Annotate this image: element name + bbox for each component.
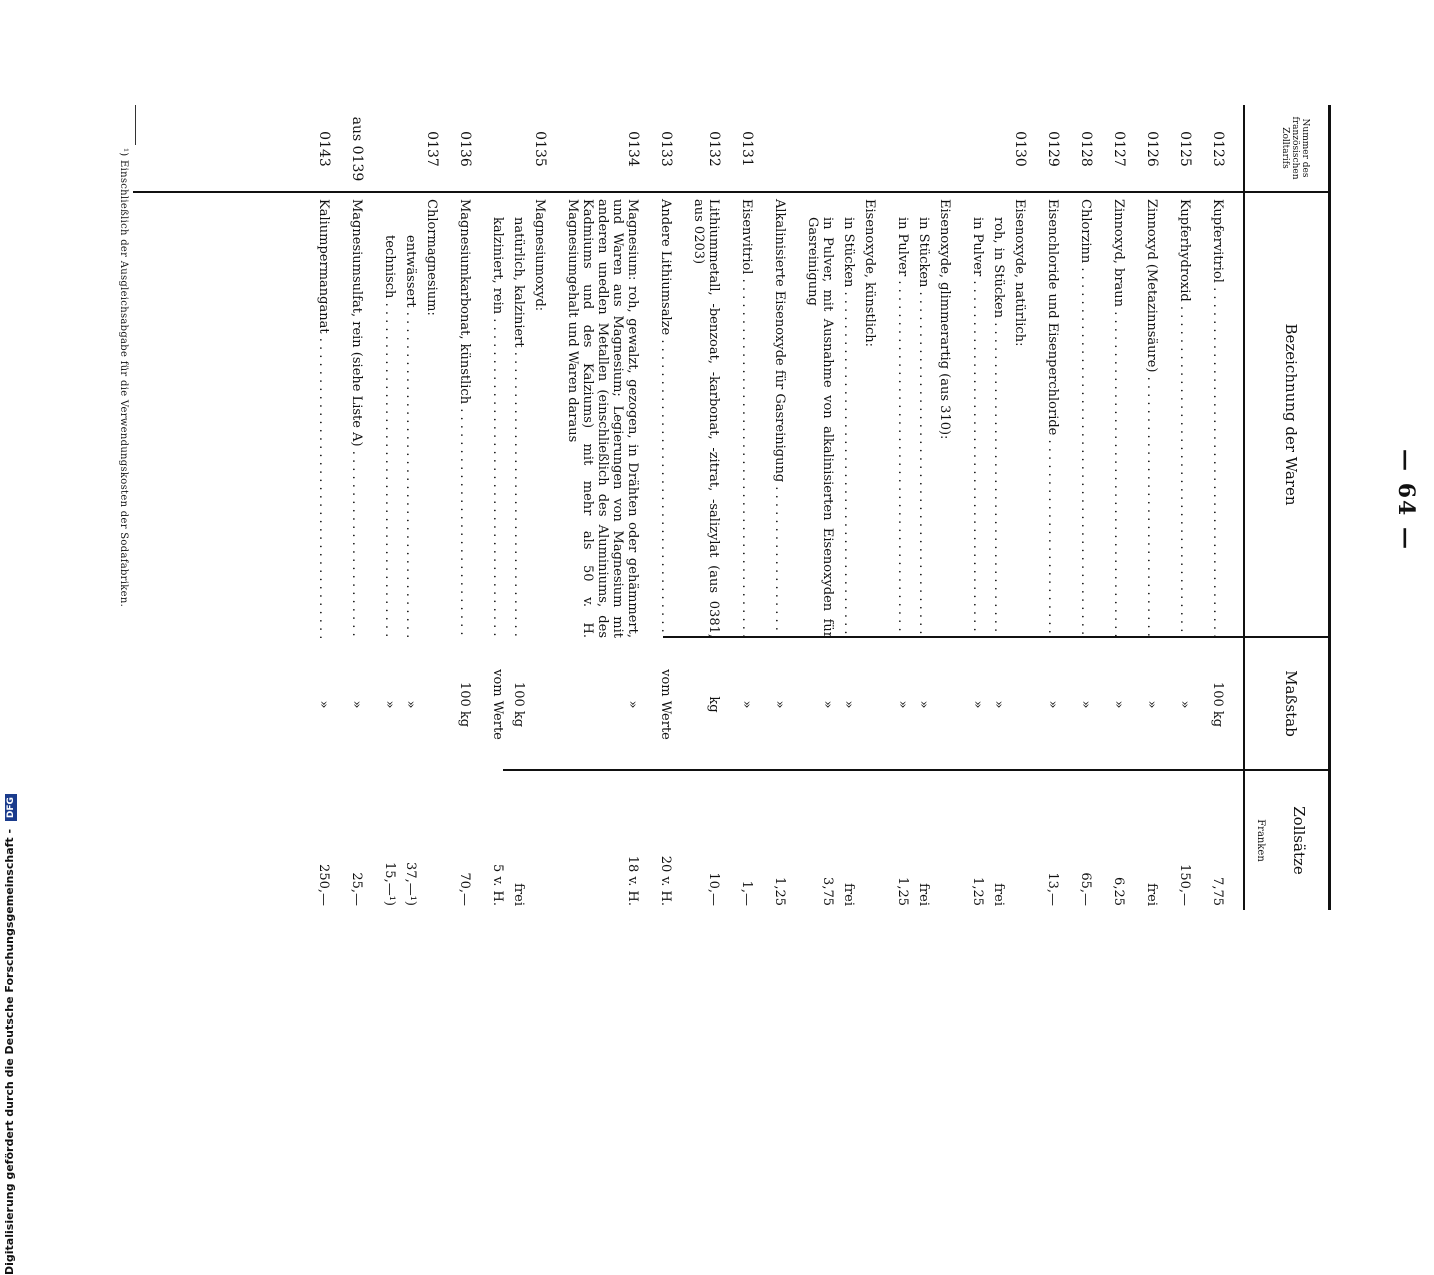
row-rate: 6,25 [1111,877,1126,906]
row-measure [424,638,457,771]
table-row [511,105,532,910]
table-row [916,105,937,910]
row-description: in Pulver . . . [970,193,991,638]
row-number [490,105,511,193]
row-measure [1012,638,1045,771]
row-measure: vom Werte [490,669,505,740]
row-rate: 1,25 [895,877,910,906]
row-number [991,105,1012,193]
table-row [772,105,805,910]
row-number: 0135 [532,131,548,167]
row-number [805,105,841,193]
row-rate: frei [991,883,1006,906]
row-description: Kupfervitriol . . . [1210,193,1243,638]
row-description: Eisenoxyde, künstlich: [862,199,877,348]
row-number: 0123 [1210,131,1226,167]
table-row [691,105,739,910]
row-measure: » [739,700,754,709]
row-description: Andere Lithiumsalze . . . [658,193,691,638]
table-row [316,105,349,910]
table-row [490,105,511,910]
row-description: technisch . . . [382,193,403,638]
row-measure: » [820,700,835,709]
table-row [1210,105,1243,910]
row-rate: 70,— [457,872,472,906]
row-rate: 1,25 [772,877,787,906]
header-rates-unit: Franken [1255,819,1266,862]
row-measure: » [916,700,931,709]
row-description: Eisenvitriol . . . [739,193,772,638]
row-rate: 1,— [739,880,754,906]
row-rate: 18 v. H. [625,855,640,906]
table-row [937,105,970,910]
table-body [316,105,1243,910]
row-rate: 20 v. H. [658,855,673,906]
row-rate: frei [841,883,856,906]
header-measure: Maßstab [1245,638,1328,771]
row-number: 0137 [424,131,440,167]
row-number: 0131 [739,131,755,167]
row-description: Magnesiumkarbonat, künstlich . . . [457,193,490,638]
table-row [739,105,772,910]
table-row [991,105,1012,910]
table-row [1144,105,1177,910]
row-number: 0143 [316,131,332,167]
row-measure [862,638,895,771]
row-number: 0133 [658,131,674,167]
table-row [862,105,895,910]
row-description: kalziniert, rein . . . [490,193,511,638]
row-number [916,105,937,193]
table-row [403,105,424,910]
header-number: Nummer des französischen Zolltarifs [1245,105,1328,193]
row-measure: » [1177,700,1192,709]
row-rate: 15,—¹) [382,862,397,906]
row-number: 0132 [706,131,722,167]
row-rate: frei [511,883,526,906]
footnote: ¹) Einschließlich der Ausgleichsabgabe für die Verwendungskosten der Sodafabriken. [118,148,129,608]
row-rate [937,771,970,910]
table-row [895,105,916,910]
row-rate: 10,— [706,872,721,906]
row-rate: frei [1144,883,1159,906]
row-description: Zinnoxyd, braun . . . [1111,193,1144,638]
row-rate: 65,— [1078,872,1093,906]
row-number: 0126 [1144,131,1160,167]
row-description: Eisenoxyde, natürlich: [1012,199,1027,347]
row-description: Magnesiumsulfat, rein (siehe Liste A) . . . [349,193,382,638]
header-rates-label: Zollsätze [1290,806,1308,875]
row-description: Magnesium: roh, gewalzt, gezogen, in Drähten oder gehämmert, und Waren aus Magnesium; Legierungen von Magnesium mit anderen unedlen Metallen (einschließlich des Aluminiums, des Kadmiums und des Kalziums) mit mehr als 50 v. H. Magnesiumgehalt und Waren daraus [565,199,640,638]
row-description: Kupferhydroxid . . . [1177,193,1210,638]
row-measure: » [991,700,1006,709]
funding-text: Digitalisierung gefördert durch die Deutsche Forschungsgemeinschaft - [3,828,16,1275]
row-rate: frei [916,883,931,906]
row-number [511,105,532,193]
row-measure: vom Werte [658,669,673,740]
tariff-table [316,105,1331,910]
row-number: 0127 [1111,131,1127,167]
row-number [862,105,895,193]
row-measure: » [1144,700,1159,709]
row-rate [532,771,565,910]
row-number [841,105,862,193]
table-row [1111,105,1144,910]
row-rate: 3,75 [820,877,835,906]
table-row [349,105,382,910]
row-number [895,105,916,193]
table-row [805,105,841,910]
table-row [1012,105,1045,910]
row-rate: 1,25 [970,877,985,906]
table-row [532,105,565,910]
row-measure: » [349,700,364,709]
row-rate: 25,— [349,872,364,906]
row-measure: » [625,700,640,709]
row-measure: » [1078,700,1093,709]
header-rates [1245,771,1328,910]
row-number: 0125 [1177,131,1193,167]
footnote-rule [135,105,136,145]
row-measure: » [772,700,787,709]
row-description: in Pulver . . . [895,193,916,638]
row-measure: » [403,700,418,709]
row-number: 0136 [457,131,473,167]
row-measure: kg [706,696,721,713]
row-description: Eisenoxyde, glimmerartig (aus 310): [937,199,952,440]
row-number: 0128 [1078,131,1094,167]
row-description: entwässert . . . [403,193,424,638]
row-measure: » [316,700,331,709]
row-number [382,105,403,193]
row-rate: 13,— [1045,872,1060,906]
row-description: Kaliumpermanganat . . . [316,193,349,638]
row-number: 0130 [1012,131,1028,167]
row-description: Eisenchloride und Eisenperchloride . . . [1045,193,1078,638]
row-rate: 150,— [1177,864,1192,906]
row-description: in Stücken . . . [916,193,937,638]
row-description: Chlormagnesium: [424,199,439,316]
row-measure: » [895,700,910,709]
page-number: — 64 — [1393,449,1419,551]
row-rate: 7,75 [1210,877,1225,906]
dfg-logo: DFG [5,794,17,821]
table-row [382,105,403,910]
row-measure: 100 kg [1210,681,1225,728]
row-description: Zinnoxyd (Metazinnsäure) . . . [1144,193,1177,638]
row-rate [862,771,895,910]
table-row [658,105,691,910]
row-measure: 100 kg [457,681,472,728]
row-measure: » [841,700,856,709]
row-rate: 37,—¹) [403,862,418,906]
table-row [841,105,862,910]
row-description: Lithiummetall, -benzoat, -karbonat, -zitrat, -salizylat (aus 0381, aus 0203) [691,199,721,638]
row-description: Magnesiumoxyd: [532,199,547,312]
row-number [970,105,991,193]
row-measure [937,638,970,771]
row-rate [1012,771,1045,910]
row-number: 0129 [1045,131,1061,167]
table-row [1177,105,1210,910]
table-row [457,105,490,910]
table-rows [316,105,1243,910]
row-measure: » [382,700,397,709]
table-row [1078,105,1111,910]
row-number [403,105,424,193]
row-rate: 250,— [316,864,331,906]
row-number: aus 0139 [349,116,365,182]
row-description: Alkalinisierte Eisenoxyde für Gasreinigung . . . [772,193,805,638]
table-row [970,105,991,910]
table-header [1243,105,1328,910]
header-description: Bezeichnung der Waren [1245,193,1328,638]
row-measure [532,638,565,771]
row-description: Chlorzinn . . . [1078,193,1111,638]
table-row [424,105,457,910]
row-number [937,105,970,193]
table-row [565,105,658,910]
row-rate [424,771,457,910]
row-rate: 5 v. H. [490,864,505,906]
row-description: in Stücken . . . [841,193,862,638]
row-number [772,105,805,193]
table-row [1045,105,1078,910]
row-measure: » [1045,700,1060,709]
row-description: in Pulver, mit Ausnahme von alkalinisierten Eisenoxyden für Gasreinigung [805,217,835,638]
row-measure: » [970,700,985,709]
row-measure: 100 kg [511,681,526,728]
row-description: roh, in Stücken . . . [991,193,1012,638]
row-description: natürlich, kalziniert . . . [511,193,532,638]
row-number: 0134 [625,131,641,167]
row-measure: » [1111,700,1126,709]
